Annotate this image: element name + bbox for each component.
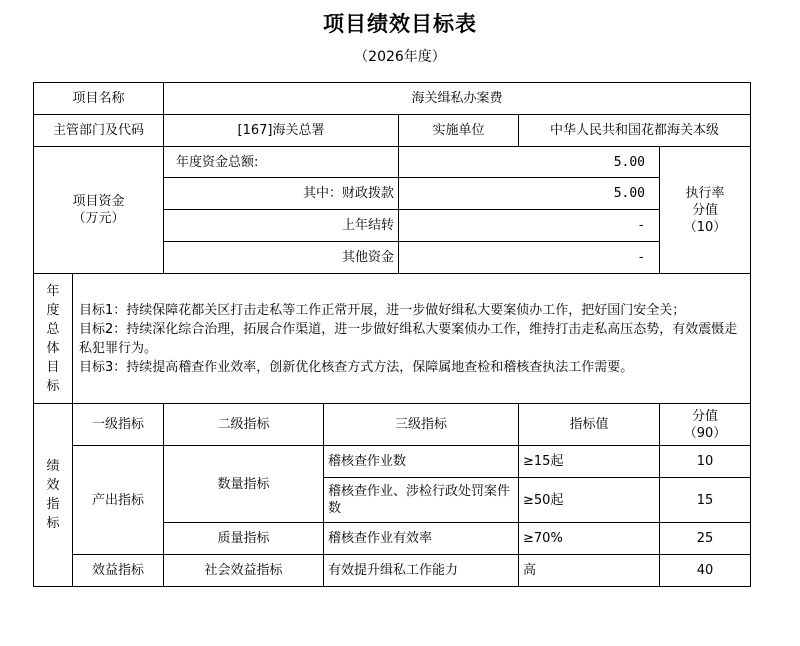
exec-rate-cell bbox=[660, 147, 751, 274]
quality-indicator-label: 质量指标 bbox=[164, 523, 324, 555]
overall-label-char: 标 bbox=[46, 378, 60, 394]
overall-label-char: 总 bbox=[46, 321, 60, 337]
perf-indicators-label bbox=[34, 404, 73, 587]
fiscal-funds-label: 其中：财政拨款 bbox=[164, 178, 399, 210]
project-name-value: 海关缉私办案费 bbox=[164, 83, 751, 115]
exec-rate-line1: 执行率 bbox=[685, 185, 725, 201]
goal-3: 目标3：持续提高稽查作业效率，创新优化核查方式方法，保障属地查检和稽核查执法工作需要。 bbox=[79, 359, 634, 375]
header-score-line1: 分值 bbox=[692, 408, 719, 424]
indicator-value: 高 bbox=[519, 555, 660, 587]
output-indicator-label: 产出指标 bbox=[73, 446, 164, 555]
perf-label-char: 标 bbox=[46, 516, 60, 531]
goal-1: 目标1：持续保障花都关区打击走私等工作正常开展，进一步做好缉私大要案侦办工作，把好国门安全关； bbox=[79, 302, 686, 318]
total-funds-value: 5.00 bbox=[399, 147, 660, 178]
social-benefit-label: 社会效益指标 bbox=[164, 555, 324, 587]
indicator-value: ≥70% bbox=[519, 523, 660, 555]
quantity-indicator-label: 数量指标 bbox=[164, 446, 324, 523]
indicator-name: 有效提升缉私工作能力 bbox=[324, 555, 519, 587]
carryover-label: 上年结转 bbox=[164, 210, 399, 242]
other-funds-value: - bbox=[399, 242, 660, 274]
indicator-name: 稽核查作业有效率 bbox=[324, 523, 519, 555]
goal-2: 目标2：持续深化综合治理，拓展合作渠道，进一步做好缉私大要案侦办工作，维持打击走私高压态势，有效震慑走私犯罪行为。 bbox=[79, 321, 738, 356]
funds-label-line2: （万元） bbox=[72, 211, 125, 226]
overall-goals-text bbox=[73, 274, 751, 404]
page-title: 项目绩效目标表 bbox=[323, 12, 477, 36]
header-level2: 二级指标 bbox=[164, 404, 324, 446]
overall-label-char: 目 bbox=[46, 359, 60, 375]
indicator-value: ≥50起 bbox=[519, 478, 660, 523]
perf-label-char: 效 bbox=[46, 478, 60, 493]
indicator-name: 稽核查作业、涉检行政处罚案件数 bbox=[324, 478, 519, 523]
funds-label bbox=[34, 147, 164, 274]
perf-label-char: 绩 bbox=[46, 459, 60, 474]
overall-label-char: 度 bbox=[46, 302, 60, 318]
impl-unit-value: 中华人民共和国花都海关本级 bbox=[519, 115, 751, 147]
dept-value: [167]海关总署 bbox=[164, 115, 399, 147]
header-value: 指标值 bbox=[519, 404, 660, 446]
impl-unit-label: 实施单位 bbox=[399, 115, 519, 147]
total-funds-label: 年度资金总额: bbox=[164, 147, 399, 178]
indicator-score: 40 bbox=[660, 555, 751, 587]
indicator-score: 10 bbox=[660, 446, 751, 478]
header-level1: 一级指标 bbox=[73, 404, 164, 446]
carryover-value: - bbox=[399, 210, 660, 242]
fiscal-funds-value: 5.00 bbox=[399, 178, 660, 210]
exec-rate-line2: 分值 bbox=[692, 202, 719, 218]
funds-label-line1: 项目资金 bbox=[72, 194, 125, 209]
indicator-score: 25 bbox=[660, 523, 751, 555]
project-name-label: 项目名称 bbox=[34, 83, 164, 115]
overall-goals-label bbox=[34, 274, 73, 404]
overall-label-char: 体 bbox=[46, 340, 60, 356]
year-subtitle: （2026年度） bbox=[354, 49, 446, 65]
header-level3: 三级指标 bbox=[324, 404, 519, 446]
other-funds-label: 其他资金 bbox=[164, 242, 399, 274]
header-score bbox=[660, 404, 751, 446]
perf-label-char: 指 bbox=[46, 497, 60, 512]
dept-label: 主管部门及代码 bbox=[34, 115, 164, 147]
benefit-indicator-label: 效益指标 bbox=[73, 555, 164, 587]
performance-target-table bbox=[33, 82, 751, 587]
indicator-name: 稽核查作业数 bbox=[324, 446, 519, 478]
overall-label-char: 年 bbox=[46, 283, 60, 299]
header-score-line2: （90） bbox=[683, 425, 727, 441]
exec-rate-line3: （10） bbox=[683, 219, 727, 235]
indicator-score: 15 bbox=[660, 478, 751, 523]
indicator-value: ≥15起 bbox=[519, 446, 660, 478]
